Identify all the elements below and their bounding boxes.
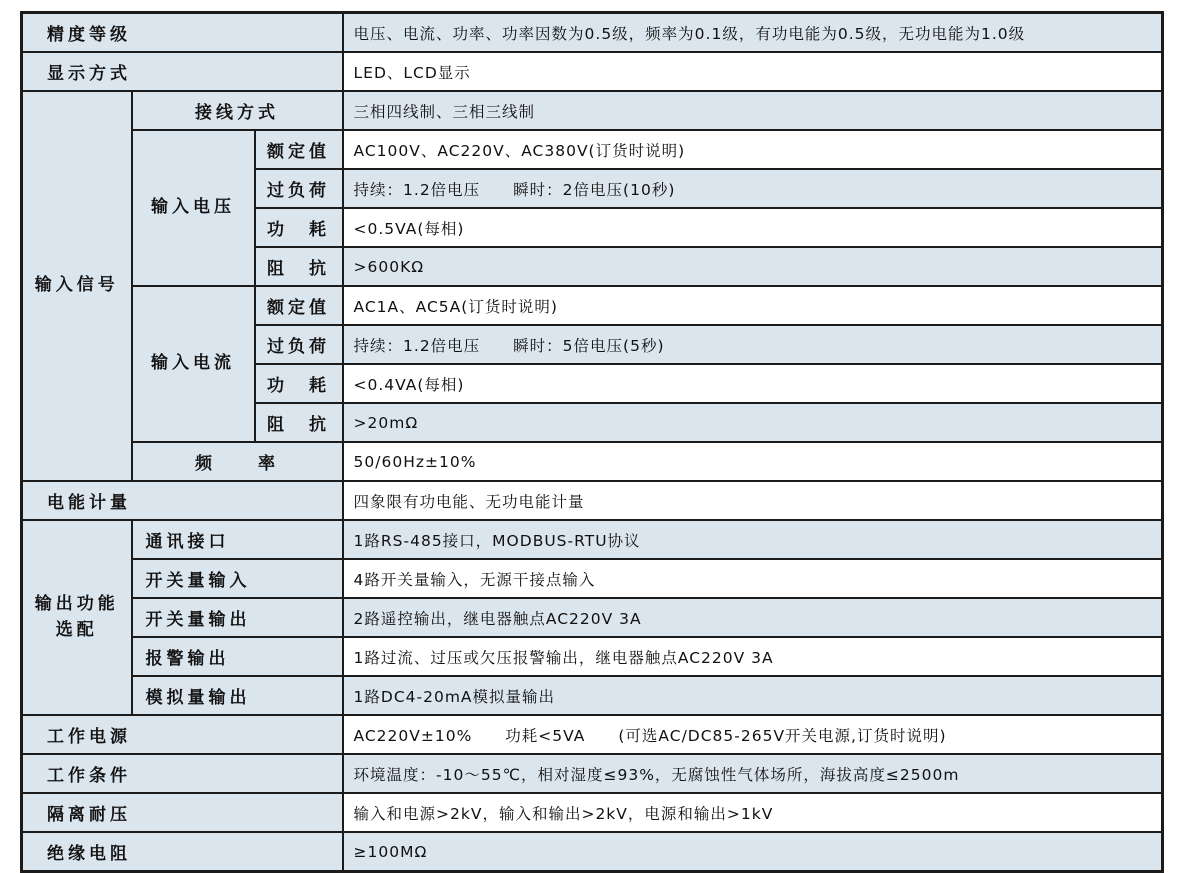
value-current-impedance: >20mΩ bbox=[343, 403, 1163, 442]
label-wiring-mode: 接线方式 bbox=[132, 91, 343, 130]
value-voltage-overload: 持续：1.2倍电压 瞬时：2倍电压(10秒) bbox=[343, 169, 1163, 208]
label-frequency: 频 率 bbox=[132, 442, 343, 481]
value-alarm-output: 1路过流、过压或欠压报警输出，继电器触点AC220V 3A bbox=[343, 637, 1163, 676]
label-isolation-voltage: 隔离耐压 bbox=[22, 793, 343, 832]
value-working-conditions: 环境温度：-10～55℃，相对湿度≤93%，无腐蚀性气体场所，海拔高度≤2500m bbox=[343, 754, 1163, 793]
label-digital-input: 开关量输入 bbox=[132, 559, 343, 598]
group-input-signal: 输入信号 bbox=[22, 91, 132, 481]
label-accuracy-class: 精度等级 bbox=[22, 13, 343, 53]
value-voltage-consumption: <0.5VA(每相) bbox=[343, 208, 1163, 247]
value-comm-interface: 1路RS-485接口，MODBUS-RTU协议 bbox=[343, 520, 1163, 559]
value-voltage-rated: AC100V、AC220V、AC380V(订货时说明) bbox=[343, 130, 1163, 169]
label-voltage-overload: 过负荷 bbox=[255, 169, 343, 208]
value-energy-metering: 四象限有功电能、无功电能计量 bbox=[343, 481, 1163, 520]
label-working-conditions: 工作条件 bbox=[22, 754, 343, 793]
value-current-rated: AC1A、AC5A(订货时说明) bbox=[343, 286, 1163, 325]
label-voltage-consumption: 功 耗 bbox=[255, 208, 343, 247]
label-digital-output: 开关量输出 bbox=[132, 598, 343, 637]
value-current-overload: 持续：1.2倍电压 瞬时：5倍电压(5秒) bbox=[343, 325, 1163, 364]
group-output-function: 输出功能选配 bbox=[22, 520, 132, 715]
label-voltage-rated: 额定值 bbox=[255, 130, 343, 169]
label-display-mode: 显示方式 bbox=[22, 52, 343, 91]
spec-table bbox=[20, 11, 1164, 873]
label-comm-interface: 通讯接口 bbox=[132, 520, 343, 559]
value-voltage-impedance: >600KΩ bbox=[343, 247, 1163, 286]
value-insulation-resistance: ≥100MΩ bbox=[343, 832, 1163, 872]
group-input-current: 输入电流 bbox=[132, 286, 255, 442]
value-isolation-voltage: 输入和电源>2kV，输入和输出>2kV，电源和输出>1kV bbox=[343, 793, 1163, 832]
value-display-mode: LED、LCD显示 bbox=[343, 52, 1163, 91]
group-input-voltage: 输入电压 bbox=[132, 130, 255, 286]
label-current-overload: 过负荷 bbox=[255, 325, 343, 364]
value-accuracy-class: 电压、电流、功率、功率因数为0.5级，频率为0.1级，有功电能为0.5级，无功电能为1.0级 bbox=[343, 13, 1163, 53]
value-frequency: 50/60Hz±10% bbox=[343, 442, 1163, 481]
label-voltage-impedance: 阻 抗 bbox=[255, 247, 343, 286]
value-wiring-mode: 三相四线制、三相三线制 bbox=[343, 91, 1163, 130]
value-digital-input: 4路开关量输入，无源干接点输入 bbox=[343, 559, 1163, 598]
value-power-supply: AC220V±10% 功耗<5VA (可选AC/DC85-265V开关电源,订货时说明) bbox=[343, 715, 1163, 754]
label-current-impedance: 阻 抗 bbox=[255, 403, 343, 442]
value-current-consumption: <0.4VA(每相) bbox=[343, 364, 1163, 403]
label-power-supply: 工作电源 bbox=[22, 715, 343, 754]
label-energy-metering: 电能计量 bbox=[22, 481, 343, 520]
label-current-rated: 额定值 bbox=[255, 286, 343, 325]
value-analog-output: 1路DC4-20mA模拟量输出 bbox=[343, 676, 1163, 715]
label-current-consumption: 功 耗 bbox=[255, 364, 343, 403]
value-digital-output: 2路遥控输出，继电器触点AC220V 3A bbox=[343, 598, 1163, 637]
label-insulation-resistance: 绝缘电阻 bbox=[22, 832, 343, 872]
label-alarm-output: 报警输出 bbox=[132, 637, 343, 676]
label-analog-output: 模拟量输出 bbox=[132, 676, 343, 715]
